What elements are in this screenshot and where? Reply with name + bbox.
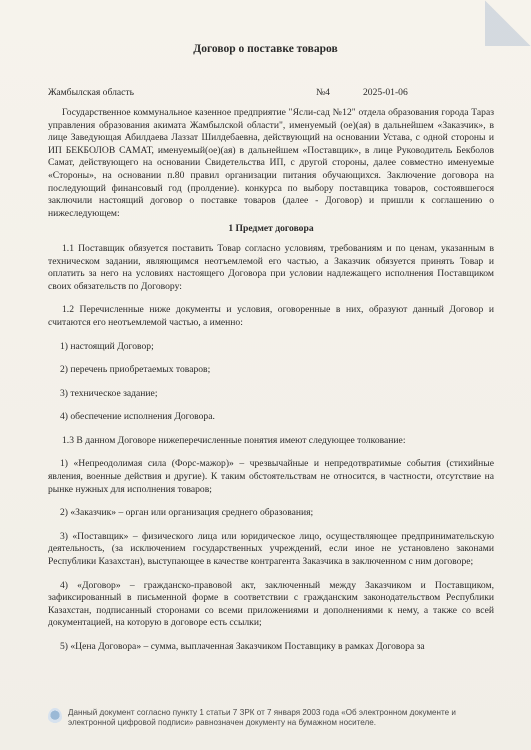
- region-label: Жамбылская область: [48, 87, 134, 98]
- clause-1-1: 1.1 Поставщик обязуется поставить Товар согласно условиям, требованиям и по ценам, указанным в техническом задании, являющимся неотъемлемой его частью, а Заказчик обязуется принять Товар и оплатить за него на условиях настоящего Договора при условии надлежащего исполнения Поставщиком своих обязательств по Договору:: [48, 242, 494, 292]
- list-item: 4) обеспечение исполнения Договора.: [60, 411, 215, 423]
- document-footer: [48, 708, 494, 729]
- list-item: 2) перечень приобретаемых товаров;: [60, 364, 211, 376]
- contract-number: №4: [316, 87, 330, 98]
- document-title: Договор о поставке товаров: [193, 43, 338, 55]
- clause-1-3: 1.3 В данном Договоре нижеперечисленные понятия имеют следующее толкование:: [62, 434, 406, 446]
- definition-item: 3) «Поставщик» – физического лица или юридическое лицо, осуществляющее предпринимательскую деятельность, (за исключением государственных учреждений, если иное не установлено законами Республики Казахстан), выступающее в качестве контрагента Заказчика в заключенном с ним договоре;: [48, 530, 494, 568]
- clause-1-2: 1.2 Перечисленные ниже документы и условия, оговоренные в них, образуют данный Договор и считаются его неотъемлемой частью, а именно:: [48, 304, 494, 328]
- list-item: 3) техническое задание;: [60, 387, 158, 399]
- section-heading: 1 Предмет договора: [228, 223, 314, 235]
- document-body: [48, 107, 494, 654]
- definition-item: 5) «Цена Договора» – сумма, выплаченная Заказчиком Поставщику в рамках Договора за: [60, 641, 425, 652]
- definition-item: 2) «Заказчик» – орган или организация среднего образования;: [60, 507, 314, 519]
- page-corner-fold: [485, 0, 531, 46]
- definition-item: 4) «Договор» – гражданско-правовой акт, заключенный между Заказчиком и Поставщиком, зафиксированный в письменной форме в соответствии с гражданским законодательством Республики Казахстан, подписанный сторонами со всеми приложениями и дополнениями к нему, а также со всей документацией, на которую в договоре есть ссылки;: [48, 579, 494, 629]
- seal-icon: [48, 708, 62, 726]
- list-item: 1) настоящий Договор;: [60, 340, 154, 352]
- contract-date: 2025-01-06: [363, 87, 408, 98]
- definition-item: 1) «Непреодолимая сила (Форс-мажор)» – чрезвычайные и непредотвратимые события (стихийные явления, военные действия и другие). К таким обстоятельствам не относится, в частности, отсутствие на рынке нужных для исполнения товаров;: [48, 458, 494, 495]
- footer-note: Данный документ согласно пункту 1 статьи 7 ЗРК от 7 января 2003 года «Об электронном документе и электронной цифровой подписи» равнозначен документу на бумажном носителе.: [68, 708, 456, 728]
- intro-paragraph: Государственное коммунальное казенное предприятие "Ясли-сад №12" отдела образования города Тараз управления образования акимата Жамбылской области", именуемый (ое)(ая) в дальнейшем «Заказчик», в лице Заведующая Абилдаева Лаззат Шилдебаевна, действующий на основании Устава, с одной стороны и ИП БЕКБОЛОВ САМАТ, именуемый(ое)(ая) в дальнейшем «Поставщик», в лице Руководитель Бекболов Самат, действующего на основании Свидетельства ИП, с другой стороны, далее совместно именуемые «Стороны», на основании п.80 правил организации питания обучающихся. Заключение договора на последующий финансовый год (пролдение). конкурса по выбору поставщика товаров, состоявшегося заключили настоящий договор о поставке товаров (далее - Договор) и пришли к соглашению о нижеследующем:: [48, 107, 494, 219]
